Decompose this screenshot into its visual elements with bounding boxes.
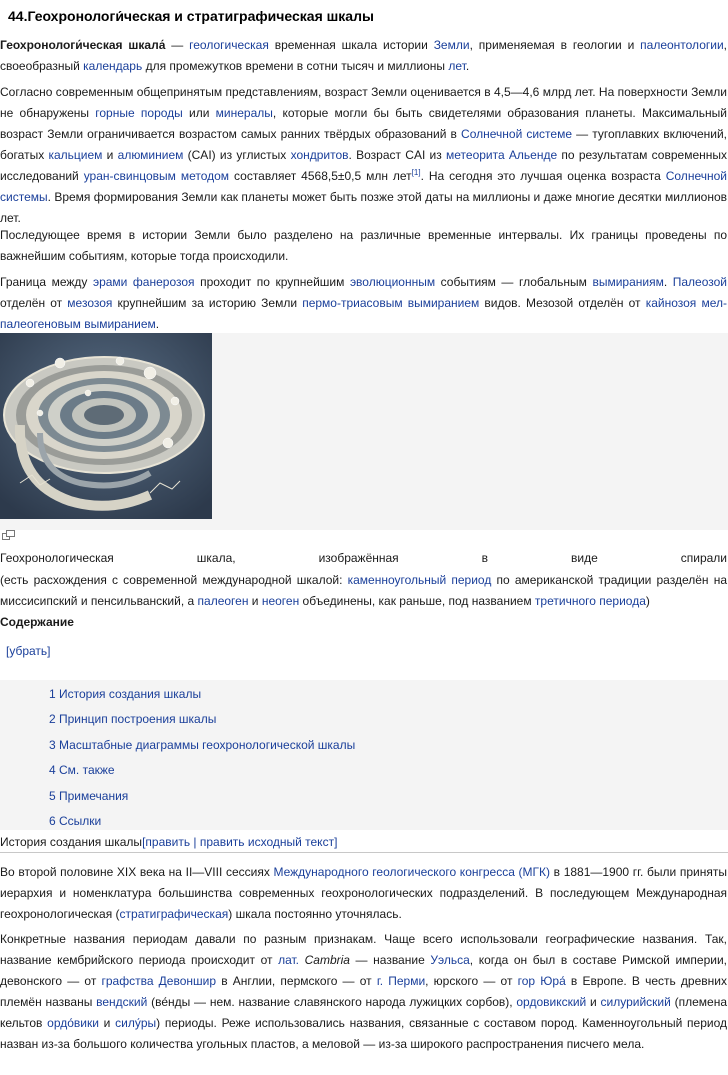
link-extinctions[interactable]: вымираниям [592,275,664,289]
text: . Время формирования Земли как планеты может быть позже этой даты на миллионы и даже многие десятки миллионов лет. [0,190,727,225]
link-devonshire[interactable]: графства Девоншир [101,974,217,988]
text: Граница между [0,275,93,289]
text: Конкретные названия периодам давали по разным признакам. Чаще всего использовали географические названия. Так, название кембрийского периода происходит от [0,932,727,967]
link-paleozoic[interactable]: Палеозой [672,275,727,289]
link-perm[interactable]: г. Перми [376,974,426,988]
age-paragraph [0,82,727,229]
text: в 1881—1900 гг. были приняты иерархия и номенклатура большинства современных геохронологических подразделений. В последующем Международная геохронологическая ( [0,865,727,921]
link-years[interactable]: лет [448,59,466,73]
figure-caption [0,570,727,612]
text: по результатам современных исследований [0,148,727,183]
link-silurian[interactable]: силурийский [600,995,671,1009]
text: (CAI) из углистых [183,148,291,162]
text: в Англии, пермского — от [216,974,377,988]
text: проходит по крупнейшим [194,275,350,289]
link-calendar[interactable]: календарь [83,59,143,73]
link-permian-triassic[interactable]: пермо-триасовым вымиранием [302,296,480,310]
link-chondrites[interactable]: хондритов [290,148,349,162]
text: , когда он был в составе Римской империи, девонского — от [0,953,728,988]
text: . [663,275,673,289]
toc-item-principle[interactable]: 2 Принцип построения шкалы [49,712,217,726]
text: . Возраст CAI из [348,148,447,162]
link-silures[interactable]: силу́ры [115,1016,157,1030]
text: ) шкала постоянно уточнялась. [228,907,402,921]
text: — тугоплавких включений, богатых [0,127,728,162]
link-vendian[interactable]: вендский [96,995,148,1009]
text: в Европе. В честь древних племён названы [0,974,727,1009]
text: ) [645,594,650,608]
text: по американской традиции разделён на миссисипский и пенсильванский, а [0,573,727,608]
boundary-paragraph [0,272,727,335]
link-geological[interactable]: геологическая [189,38,269,52]
link-wales[interactable]: Уэльса [430,953,470,967]
toc-item-links[interactable]: 6 Ссылки [49,814,102,828]
section-divider [0,852,728,853]
names-paragraph [0,929,727,1055]
link-carboniferous[interactable]: каменноугольный период [347,573,492,587]
history-paragraph [0,862,727,925]
link-ordovician[interactable]: ордовикский [516,995,587,1009]
text: , применяемая в геологии и [469,38,641,52]
link-phanerozoic-eras[interactable]: эрами фанерозоя [92,275,195,289]
text: и [98,1016,116,1030]
text: ) периоды. Реже использовались названия, связанные с составом пород. Каменноугольный период назван из-за большого количества угольных пластов, а меловой — из-за широкого распространения писчего мела. [0,1016,727,1051]
text: . На сегодня это лучшая оценка возраста [420,169,666,183]
geologic-spiral-image[interactable] [0,333,212,519]
intervals-paragraph: Последующее время в истории Земли было разделено на различные временные интервалы. Их границы проведены по важнейшим событиям, которые тогда происходили. [0,228,727,263]
link-cenozoic[interactable]: кайнозоя [645,296,697,310]
text: . [465,59,470,73]
page-title: 44.Геохронологи́ческая и стратиграфическая шкалы [8,8,374,24]
text: объединены, как раньше, под названием [299,594,535,608]
text: (племена кельтов [0,995,728,1030]
text: событиям — глобальным [435,275,593,289]
text: (ве́нды — нем. название славянского народа лужицких сорбов), [147,995,517,1009]
link-minerals[interactable]: минералы [215,106,273,120]
figure-caption-line1: Геохронологическая шкала, изображённая в виде спирали [0,551,727,565]
text: — название [349,953,431,967]
text: крупнейшим за историю Земли [112,296,303,310]
text: видов. Мезозой отделён от [479,296,646,310]
link-neogene[interactable]: неоген [261,594,300,608]
text: (есть расхождения с современной международной шкалой: [0,573,348,587]
link-rocks[interactable]: горные породы [95,106,183,120]
term-bold: Геохронологи́ческая шкала́ [0,38,166,52]
text: временная шкала истории [268,38,434,52]
text: и [102,148,118,162]
link-stratigraphic[interactable]: стратиграфическая [119,907,229,921]
text: и [248,594,262,608]
text: . [155,317,160,331]
link-allende[interactable]: метеорита Альенде [446,148,558,162]
link-tertiary[interactable]: третичного периода [534,594,646,608]
text: или [182,106,216,120]
toc-item-notes[interactable]: 5 Примечания [49,789,129,803]
edit-separator: | [190,835,200,849]
text: отделён от [0,296,68,310]
link-paleogene[interactable]: палеоген [197,594,249,608]
link-paleontology[interactable]: палеонтологии [640,38,724,52]
link-k-pg[interactable]: мел-палеогеновым вымиранием [0,296,727,331]
edit-bracket: ] [334,835,338,849]
toc-item-history[interactable]: 1 История создания шкалы [49,687,202,701]
link-latin[interactable]: лат. [278,953,300,967]
text: Во второй половине XIX века на II—VIII сессиях [0,865,274,879]
link-calcium[interactable]: кальцием [48,148,103,162]
link-earth[interactable]: Земли [433,38,470,52]
intro-paragraph [0,35,727,77]
text: , которые могли бы быть свидетелями образования планеты. Максимальный возраст Земли ограничивается возрастом самых ранних твёрдых образований в [0,106,727,141]
section-heading-text: История создания шкалы [0,835,143,849]
link-igc[interactable]: Международного геологического конгресса (МГК) [273,865,551,879]
link-jura[interactable]: гор Юра́ [517,974,566,988]
text: , юрского — от [425,974,518,988]
text: составляет 4568,5±0,5 млн лет [229,169,412,183]
text: Согласно современным общепринятым представлениям, возраст Земли оценивается в 4,5—4,6 млрд лет. На поверхности Земли не обнаружены [0,85,727,120]
text: и [586,995,601,1009]
edit-source-link[interactable]: править исходный текст [199,835,335,849]
text: — [165,38,190,52]
text: для промежутков времени в сотни тысяч и миллионы [142,59,449,73]
section-heading [0,833,337,851]
link-ordovices[interactable]: ордо́вики [47,1016,99,1030]
text: , своеобразный [0,38,727,73]
footnote-ref[interactable]: [1] [411,168,421,177]
edit-link[interactable]: [править [142,835,191,849]
enlarge-icon[interactable] [2,530,15,540]
toc-box [0,680,728,830]
link-evolutionary[interactable]: эволюционным [349,275,436,289]
toc-toggle[interactable]: [убрать] [6,644,51,658]
link-mesozoic[interactable]: мезозоя [67,296,113,310]
text-italic: Cambria [304,953,350,967]
link-aluminium[interactable]: алюминием [117,148,184,162]
link-solar-system-2[interactable]: Солнечной системы [0,169,727,204]
toc-title: Содержание [0,615,74,629]
link-uranium-lead[interactable]: уран-свинцовым методом [83,169,230,183]
toc-item-diagrams[interactable]: 3 Масштабные диаграммы геохронологической шкалы [49,738,356,752]
toc-item-see-also[interactable]: 4 См. также [49,763,115,777]
link-solar-system[interactable]: Солнечной системе [461,127,573,141]
